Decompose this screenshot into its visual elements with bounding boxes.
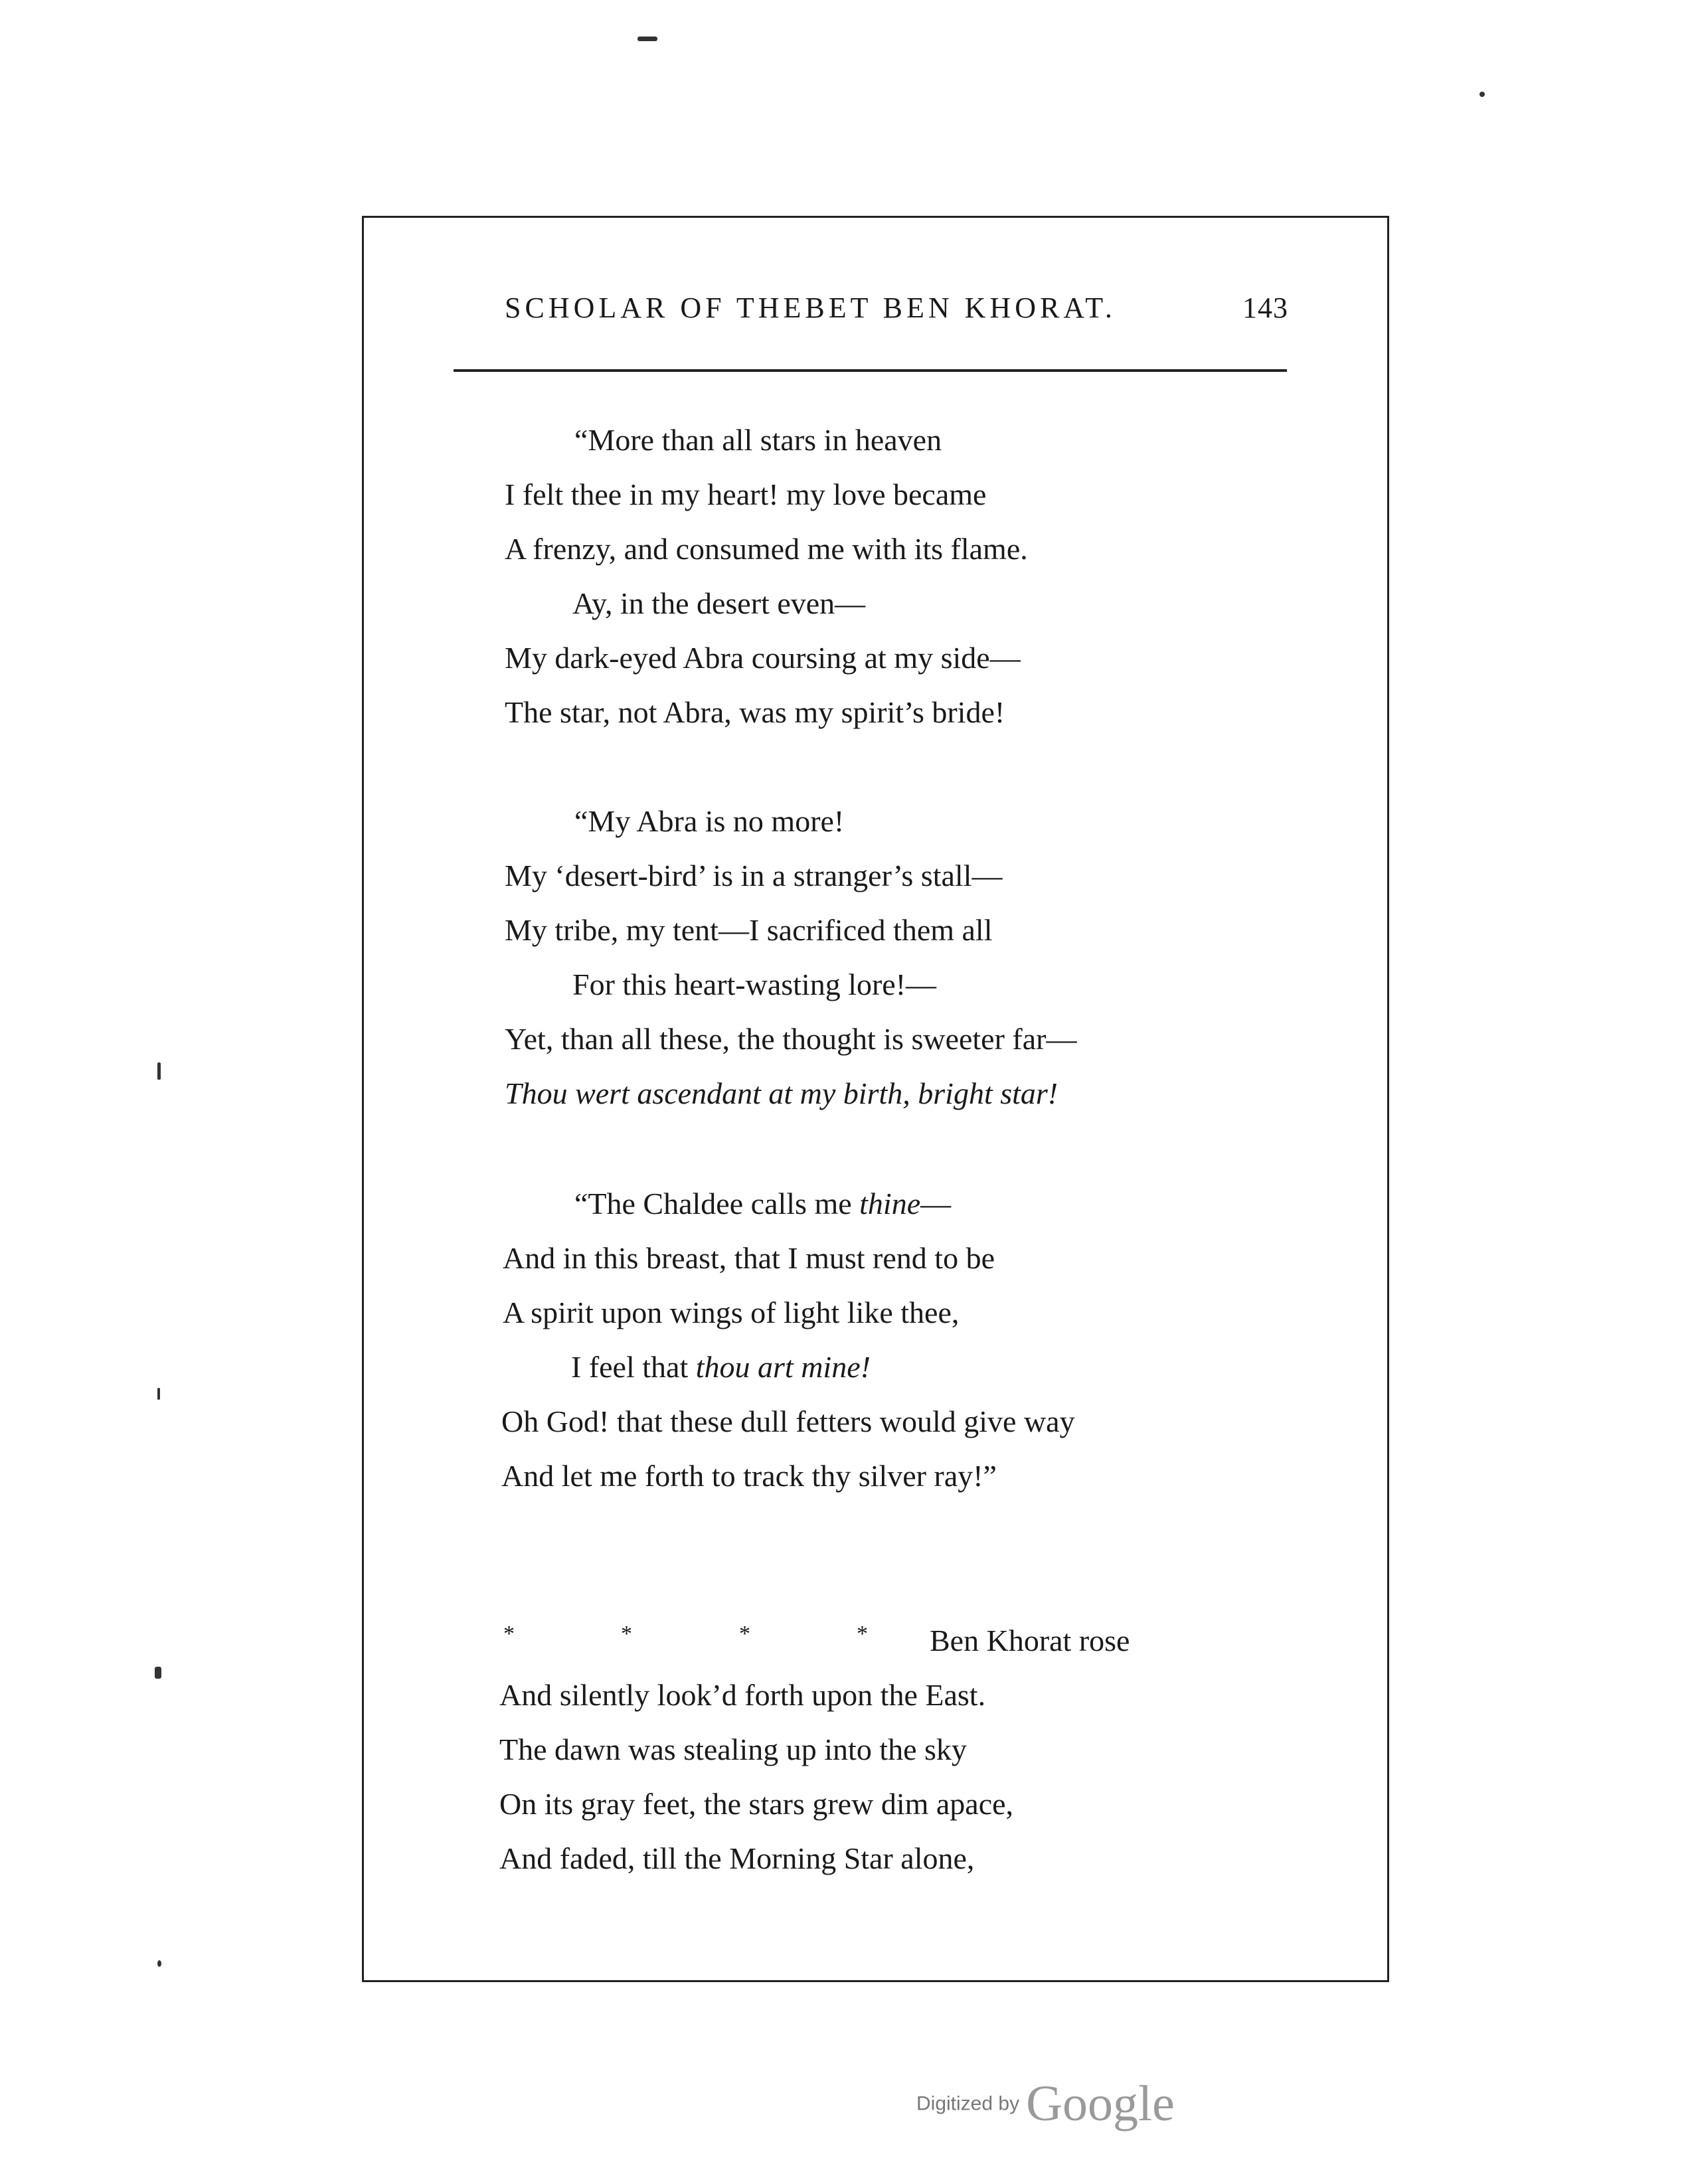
scan-speck <box>157 1960 161 1967</box>
poem-line: A spirit upon wings of light like thee, <box>503 1296 960 1329</box>
asterism: * <box>503 1622 515 1646</box>
header-rule <box>454 369 1287 372</box>
asterism: * <box>857 1622 868 1646</box>
poem-line <box>574 1189 951 1219</box>
page-number: 143 <box>1242 292 1288 324</box>
poem-line: Ben Khorat rose <box>930 1624 1130 1657</box>
poem-line: My dark-eyed Abra coursing at my side— <box>505 641 1021 675</box>
poem-line: “More than all stars in heaven <box>574 423 942 457</box>
poem-line: On its gray feet, the stars grew dim apace, <box>499 1787 1014 1821</box>
line-text: I feel that <box>571 1350 696 1384</box>
poem-line: Yet, than all these, the thought is sweeter far— <box>505 1022 1077 1056</box>
poem-line: The star, not Abra, was my spirit’s bride! <box>505 695 1005 729</box>
italic-text: thine <box>859 1187 921 1220</box>
scan-speck <box>637 37 657 41</box>
italic-text: Thou wert ascendant at my birth, bright star! <box>505 1076 1058 1110</box>
poem-line: A frenzy, and consumed me with its flame. <box>505 532 1028 566</box>
scan-speck <box>155 1667 161 1679</box>
running-head <box>505 291 1288 331</box>
italic-text: thou art mine! <box>695 1350 871 1384</box>
poem-line: The dawn was stealing up into the sky <box>499 1732 967 1766</box>
asterism: * <box>621 1622 632 1646</box>
poem-line <box>571 1352 871 1383</box>
poem-line: “My Abra is no more! <box>574 804 845 838</box>
line-text: “The Chaldee calls me <box>574 1187 860 1220</box>
line-text: — <box>920 1187 952 1220</box>
poem-line: For this heart-wasting lore!— <box>572 967 937 1001</box>
running-title: SCHOLAR OF THEBET BEN KHORAT. <box>505 292 1116 324</box>
google-logo: Google <box>1026 2076 1175 2132</box>
scan-speck <box>157 1388 160 1400</box>
asterism: * <box>739 1622 750 1646</box>
poem-line: My tribe, my tent—I sacrificed them all <box>505 913 993 947</box>
poem-line: And in this breast, that I must rend to be <box>503 1241 995 1275</box>
poem-line: I felt thee in my heart! my love became <box>505 477 987 511</box>
poem-line: Oh God! that these dull fetters would give way <box>501 1404 1075 1438</box>
poem-line-italic <box>505 1078 1058 1109</box>
poem-line: Ay, in the desert even— <box>572 586 866 620</box>
poem-line: And let me forth to track thy silver ray!” <box>501 1459 997 1493</box>
digitized-by-watermark <box>916 2075 1175 2135</box>
digitized-by-label: Digitized by <box>916 2092 1020 2115</box>
poem-line: My ‘desert-bird’ is in a stranger’s stall— <box>505 859 1003 892</box>
poem-line: And faded, till the Morning Star alone, <box>499 1841 975 1875</box>
scan-speck <box>1479 92 1485 97</box>
poem-line: And silently look’d forth upon the East. <box>499 1678 986 1712</box>
scan-speck <box>157 1062 161 1080</box>
